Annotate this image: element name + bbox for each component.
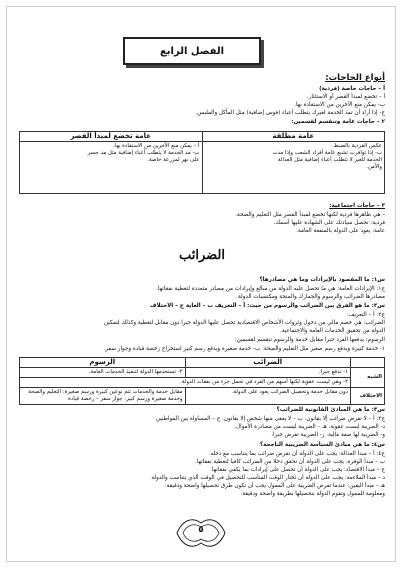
a4-line-1: ج٤: أ – مبدأ العدالة: يجب على الدولة أن تفرض ضرائب بما يتناسب مع دخله.: [208, 451, 385, 457]
restricted-line-1: أ – يمكن منع الآخرين من الاستفادة بها.: [113, 143, 200, 149]
a1-line-2: مصادرها الضرائب والرسوم والجمارك والمنحة ومكتسبات الدولة.: [236, 294, 385, 300]
tax-table-header-taxes: الضرائب: [185, 358, 351, 368]
social-line-2: فردية: تحصل سيادتك على الشهادة عليها أسمك.: [273, 220, 385, 226]
restricted-line-3: على نهر لمزرعة خاصة.: [147, 157, 200, 163]
a2-taxes-line-1: الضرائب: هي خصم مالي من دخول وثروات الأشخاص الاقتصادية تحصل عليها الدولة جبرا دون مقابل لتغطية وكذلك لتمكين: [103, 320, 385, 326]
page-number: ٥: [198, 525, 204, 535]
a4-line-3: ج – مبدأ الاقتصاد: يجب على الدولة أن تحصل على إيرادات بما يكفي نفقاتها.: [210, 467, 385, 473]
tax-table-header-fees: الرسوم: [20, 358, 186, 368]
q3: س٣: ما هي المبادئ القانونية للضرائب؟: [276, 407, 385, 413]
social-line-3: عامة: يعود على الدولة بالمنفعة العامة.: [296, 228, 385, 234]
special-line-1: أ – تخضع لمبدأ القصر أو الاستئثار.: [306, 94, 385, 100]
a1-line-1: ج١: الإيرادات العامة: هي ما تحصل عليه الدولة من مبالغ وإيرادات من مصادر متعددة لتغطية نفقاتها.: [156, 286, 385, 292]
needs-table: [19, 131, 385, 194]
chapter-title: الفصل الرابع: [159, 45, 225, 57]
a4-line-5: هـ – مبدأ اليقين: عندما تفرض الضريبة على الممول يجب أن تكون طرق تحصيلها واضحة ودقيقة.: [164, 483, 385, 489]
page-content: [19, 15, 385, 555]
special-line-2: ب- يمكن منع الآخرين من الاستفادة بها.: [294, 102, 385, 108]
a4-line-4: د – مبدأ الملاءمة: يجب على الدولة أن تختار الوقت المناسب للتحصيل في الوقت الذي يتناسب والدولة: [151, 475, 385, 481]
fee-similarity-1: ٢- تستخدمها الدولة لتنفيذ الخدمات العامة.: [20, 368, 186, 378]
fee-difference: مقابل خدمة والخدمات تتم نوعين كبيرة ورسم صغيرة: التعليم والصحة وخدمة صغيرة ورسم كبير: جواز سفر – رخصة قيادة: [20, 388, 186, 405]
restricted-line-2: ب- مد الخدمة لا يتطلب أعباء إضافية مثل مد جسر: [87, 150, 200, 156]
special-needs-title: أ – حاجات خاصة (فردية): [319, 86, 385, 92]
tax-similarity-1: ١- تدفع جبرا.: [185, 368, 351, 378]
absolute-line-3: الخدمة للغير لا تتطلب أعباء إضافية مثل العدالة: [277, 157, 382, 163]
a2-taxes-line-2: الدولة من تحقيق الخدمات العامة والاجتماعية.: [280, 328, 385, 334]
tax-similarity-2: ٢- وهي ليست عقوبة لكنها أسهم من الفرد في تحمل جزء من نفقات الدولة.: [20, 378, 351, 388]
public-needs-title: ٢ – حاجات عامة وتنقسم لقسمين:: [291, 119, 385, 125]
row-label-difference: الاختلاف: [351, 388, 385, 405]
a3-line-2: د- الضريبة ليست عقوبة. هـ – الضريبة ليست من مصادرة الأموال.: [234, 424, 385, 430]
special-line-3: ج- إذا أراد أن تمد الخدمة لغيرك يتطلب أعباء (فوس إضافية) مثل المأكل والملبس.: [195, 110, 385, 116]
a3-line-1: ج٣: أ – لا تفرض ضرائب إلا بقانون. ب – لا يعفى منها شخص إلا بقانون. ج – المساواة بين المواطنين: [155, 416, 385, 422]
row-label-similarity: الشبه: [351, 368, 385, 388]
needs-col-restricted: عامة تخضع لمبدأ القصر: [20, 132, 203, 142]
social-line-1: – هي ظاهرها فردية لكنها تخضع لمبدأ القصر مثل التعليم والصحة.: [235, 212, 385, 218]
social-needs-title: ٣ – حاجات اجتماعية:: [329, 203, 385, 209]
tax-difference: دون مقابل خدمة وتحصيل الضرائب يعود على الدولة.: [185, 388, 351, 405]
a2-fees-types: ١- خدمة كبيرة ويدفع رسم صغير مثل التعليم والصحة. ب- خدمة صغيرة ويدفع رسم كبير استخراج رخصة قيادة وجواز سفر.: [103, 346, 385, 352]
absolute-line-1: عكس الفردية بالضبط.: [331, 143, 382, 149]
a2-definition: ج٢: أ – التعريف:: [346, 312, 385, 318]
needs-col-absolute: عامة مطلقة: [202, 132, 385, 142]
absolute-line-4: والأمن.: [366, 164, 382, 170]
a3-line-3: و- الضريبة لها صفة مالية. ز- الضريبة تفرض جبرا.: [271, 432, 385, 438]
a2-fees-line: الرسوم: يدفعها الفرد جبرا مقابل خدمة والرسوم تنقسم لقسمين:: [234, 337, 385, 343]
page: [6, 6, 396, 562]
q4: س٤: ما هي مبادئ السياسة الضريبية الناجحة؟: [259, 442, 385, 448]
chapter-title-box: [123, 37, 261, 65]
tax-table-header-blank: [351, 358, 385, 368]
q2: س٢: ما هو الفرق بين الضرائب والرسوم من حيث: أ – التعريف ب – الغاية ج – الاختلاف: [150, 303, 385, 309]
needs-absolute-cell: [202, 142, 385, 194]
needs-heading: أنواع الحاجات:: [325, 73, 385, 83]
taxes-title: الضرائب: [178, 248, 225, 263]
absolute-line-2: ب- إذا توافرت تشبع عامة أفراد الشعب وإذا مدت: [272, 150, 382, 156]
page-number-ornament: [173, 515, 229, 551]
tax-fee-table: [19, 357, 385, 405]
a4-line-2: ب – مبدأ الوفرة: يجب على الدولة أن تحقق دخلا من الضرائب كافيا لتغطية نفقاتها.: [195, 459, 385, 465]
q1: س١: ما المقصود بالإيرادات وما هي مصادرها؟: [259, 277, 385, 283]
a4-line-6: ومعلومة للممول وتقوم الدولة بتحصيلها بطريقة واضحة ودقيقة.: [240, 491, 385, 497]
needs-restricted-cell: [20, 142, 203, 194]
